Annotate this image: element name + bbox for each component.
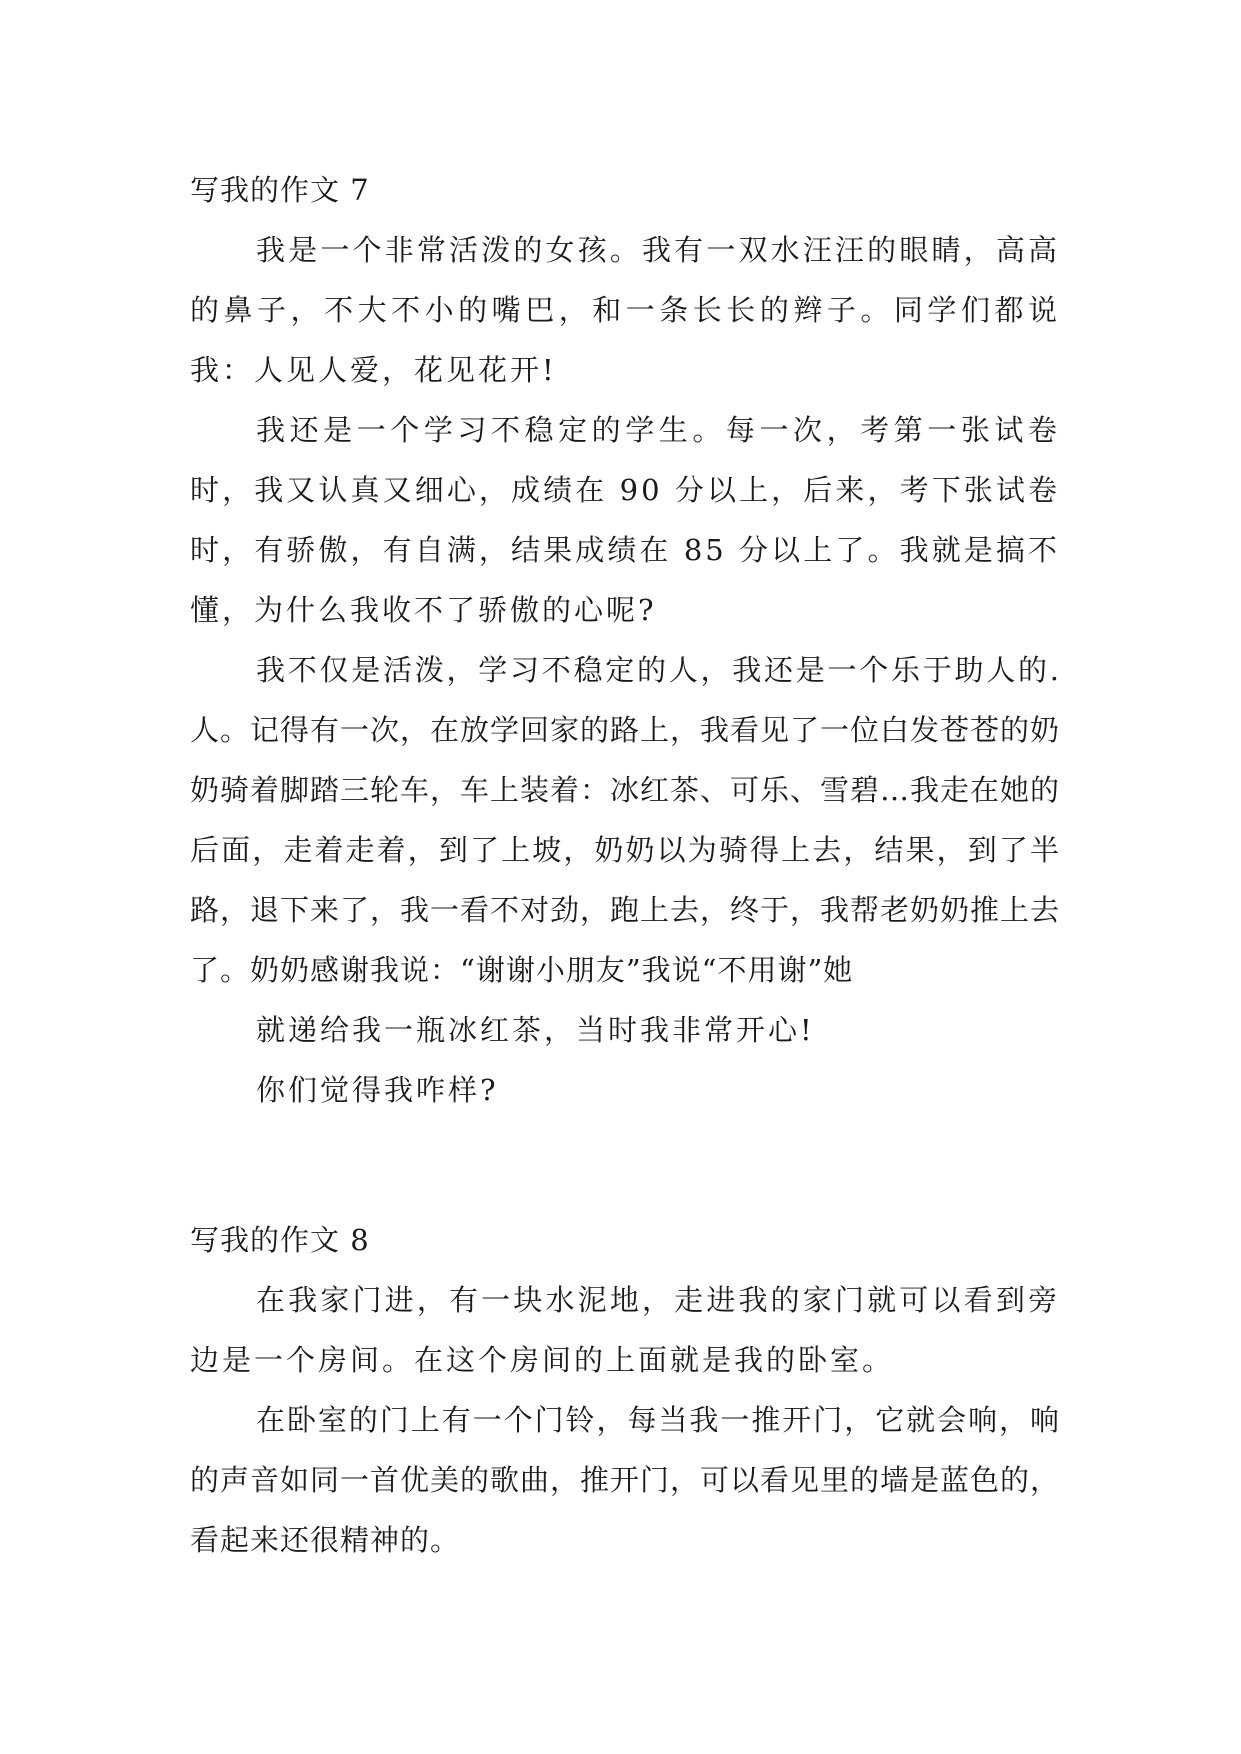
paragraph: 我不仅是活泼，学习不稳定的人，我还是一个乐于助人的.人。记得有一次，在放学回家的路上，我看见了一位白发苍苍的奶奶骑着脚踏三轮车，车上装着：冰红茶、可乐、雪碧…我走在她的后面，走着走着，到了上坡，奶奶以为骑得上去，结果，到了半路，退下来了，我一看不对劲，跑上去，终于，我帮老奶奶推上去了。奶奶感谢我说：“谢谢小朋友”我说“不用谢”她 bbox=[190, 653, 1061, 987]
paragraph: 在卧室的门上有一个门铃，每当我一推开门，它就会响，响的声音如同一首优美的歌曲，推开门，可以看见里的墙是蓝色的，看起来还很精神的。 bbox=[190, 1403, 1061, 1557]
essay-title: 写我的作文 8 bbox=[190, 1223, 370, 1257]
paragraph: 在我家门进，有一块水泥地，走进我的家门就可以看到旁边是一个房间。在这个房间的上面就是我的卧室。 bbox=[190, 1283, 1060, 1377]
paragraph: 你们觉得我咋样? bbox=[256, 1073, 499, 1107]
paragraph: 我是一个非常活泼的女孩。我有一双水汪汪的眼睛，高高的鼻子，不大不小的嘴巴，和一条长长的辫子。同学们都说我：人见人爱，花见花开! bbox=[190, 233, 1060, 387]
essay-section-8 bbox=[190, 1210, 1060, 1570]
essay-title: 写我的作文 7 bbox=[190, 173, 370, 207]
paragraph: 就递给我一瓶冰红茶，当时我非常开心! bbox=[256, 1013, 815, 1047]
paragraph: 我还是一个学习不稳定的学生。每一次，考第一张试卷时，我又认真又细心，成绩在 90 分以上，后来，考下张试卷时，有骄傲，有自满，结果成绩在 85 分以上了。我就是搞不懂，为什么我收不了骄傲的心呢? bbox=[190, 413, 1060, 627]
essay-section-7 bbox=[190, 160, 1060, 1120]
